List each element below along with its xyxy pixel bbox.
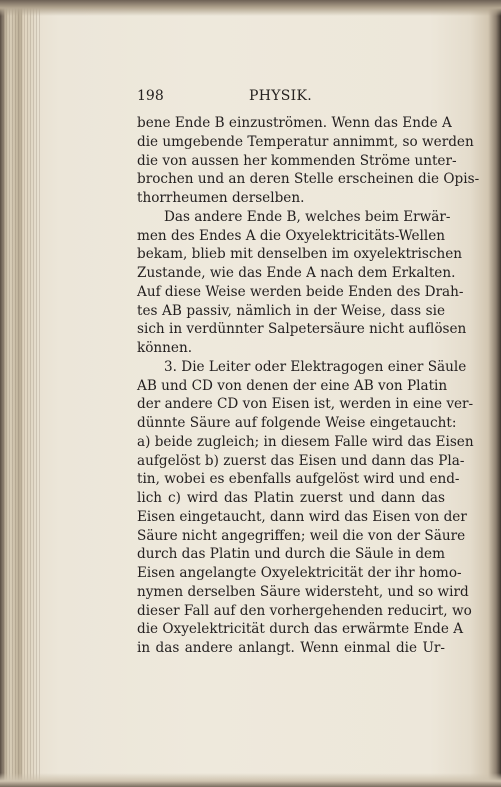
text-line: Säure nicht angegriffen; weil die von der Säure bbox=[137, 527, 466, 544]
text-line: durch das Platin und durch die Säule in dem bbox=[137, 546, 445, 563]
text-line: 3. Die Leiter oder Elektragogen einer Säule bbox=[164, 358, 467, 375]
page-header bbox=[137, 88, 445, 108]
body-text bbox=[137, 114, 480, 658]
text-line: aufgelöst b) zuerst das Eisen und dann das Pla- bbox=[137, 452, 465, 469]
text-line: Eisen angelangte Oxyelektricität der ihr homo- bbox=[137, 565, 462, 581]
text-line: AB und CD von denen der eine AB von Platin bbox=[137, 377, 448, 394]
text-line: Eisen eingetaucht, dann wird das Eisen von der bbox=[137, 508, 467, 525]
text-line: nymen derselben Säure widersteht, und so wird bbox=[137, 583, 469, 600]
text-line: tin, wobei es ebenfalls aufgelöst wird und end- bbox=[137, 471, 460, 488]
text-line: in das andere anlangt. Wenn einmal die Ur- bbox=[137, 640, 445, 656]
top-edge-shadow bbox=[0, 0, 501, 16]
text-line: die von aussen her kommenden Ströme unter- bbox=[137, 152, 457, 169]
text-line: bekam, blieb mit denselben im oxyelektrischen bbox=[137, 246, 463, 263]
text-line: dünnte Säure auf folgende Weise eingetaucht: bbox=[137, 415, 457, 431]
running-title: PHYSIK. bbox=[249, 88, 313, 104]
text-line: die Oxyelektricität durch das erwärmte Ende A bbox=[137, 621, 464, 638]
text-line: a) beide zugleich; in diesem Falle wird das Eisen bbox=[137, 433, 474, 450]
text-line: die umgebende Temperatur annimmt, so werden bbox=[137, 133, 474, 150]
text-line: dieser Fall auf den vorhergehenden reducirt, wo bbox=[137, 602, 472, 619]
text-line: können. bbox=[137, 340, 193, 356]
text-line: men des Endes A die Oxyelektricitäts-Wellen bbox=[137, 227, 446, 244]
page-edge-stack bbox=[0, 0, 40, 787]
text-line: sich in verdünnter Salpetersäure nicht auflösen bbox=[137, 321, 467, 338]
text-line: bene Ende B einzuströmen. Wenn das Ende A bbox=[137, 115, 452, 131]
bottom-edge-shadow bbox=[0, 773, 501, 787]
text-line: der andere CD von Eisen ist, werden in eine ver- bbox=[137, 396, 474, 413]
text-line: Das andere Ende B, welches beim Erwär- bbox=[164, 208, 451, 225]
text-line: Auf diese Weise werden beide Enden des Drah- bbox=[137, 283, 464, 300]
text-line: tes AB passiv, nämlich in der Weise, dass sie bbox=[137, 302, 445, 319]
text-line: lich c) wird das Platin zuerst und dann das bbox=[137, 490, 445, 506]
text-line: thorrheumen derselben. bbox=[137, 190, 305, 206]
text-line: Zustande, wie das Ende A nach dem Erkalten. bbox=[137, 265, 456, 281]
text-line: brochen und an deren Stelle erscheinen die Opis- bbox=[137, 171, 480, 188]
page-number: 198 bbox=[137, 88, 164, 104]
